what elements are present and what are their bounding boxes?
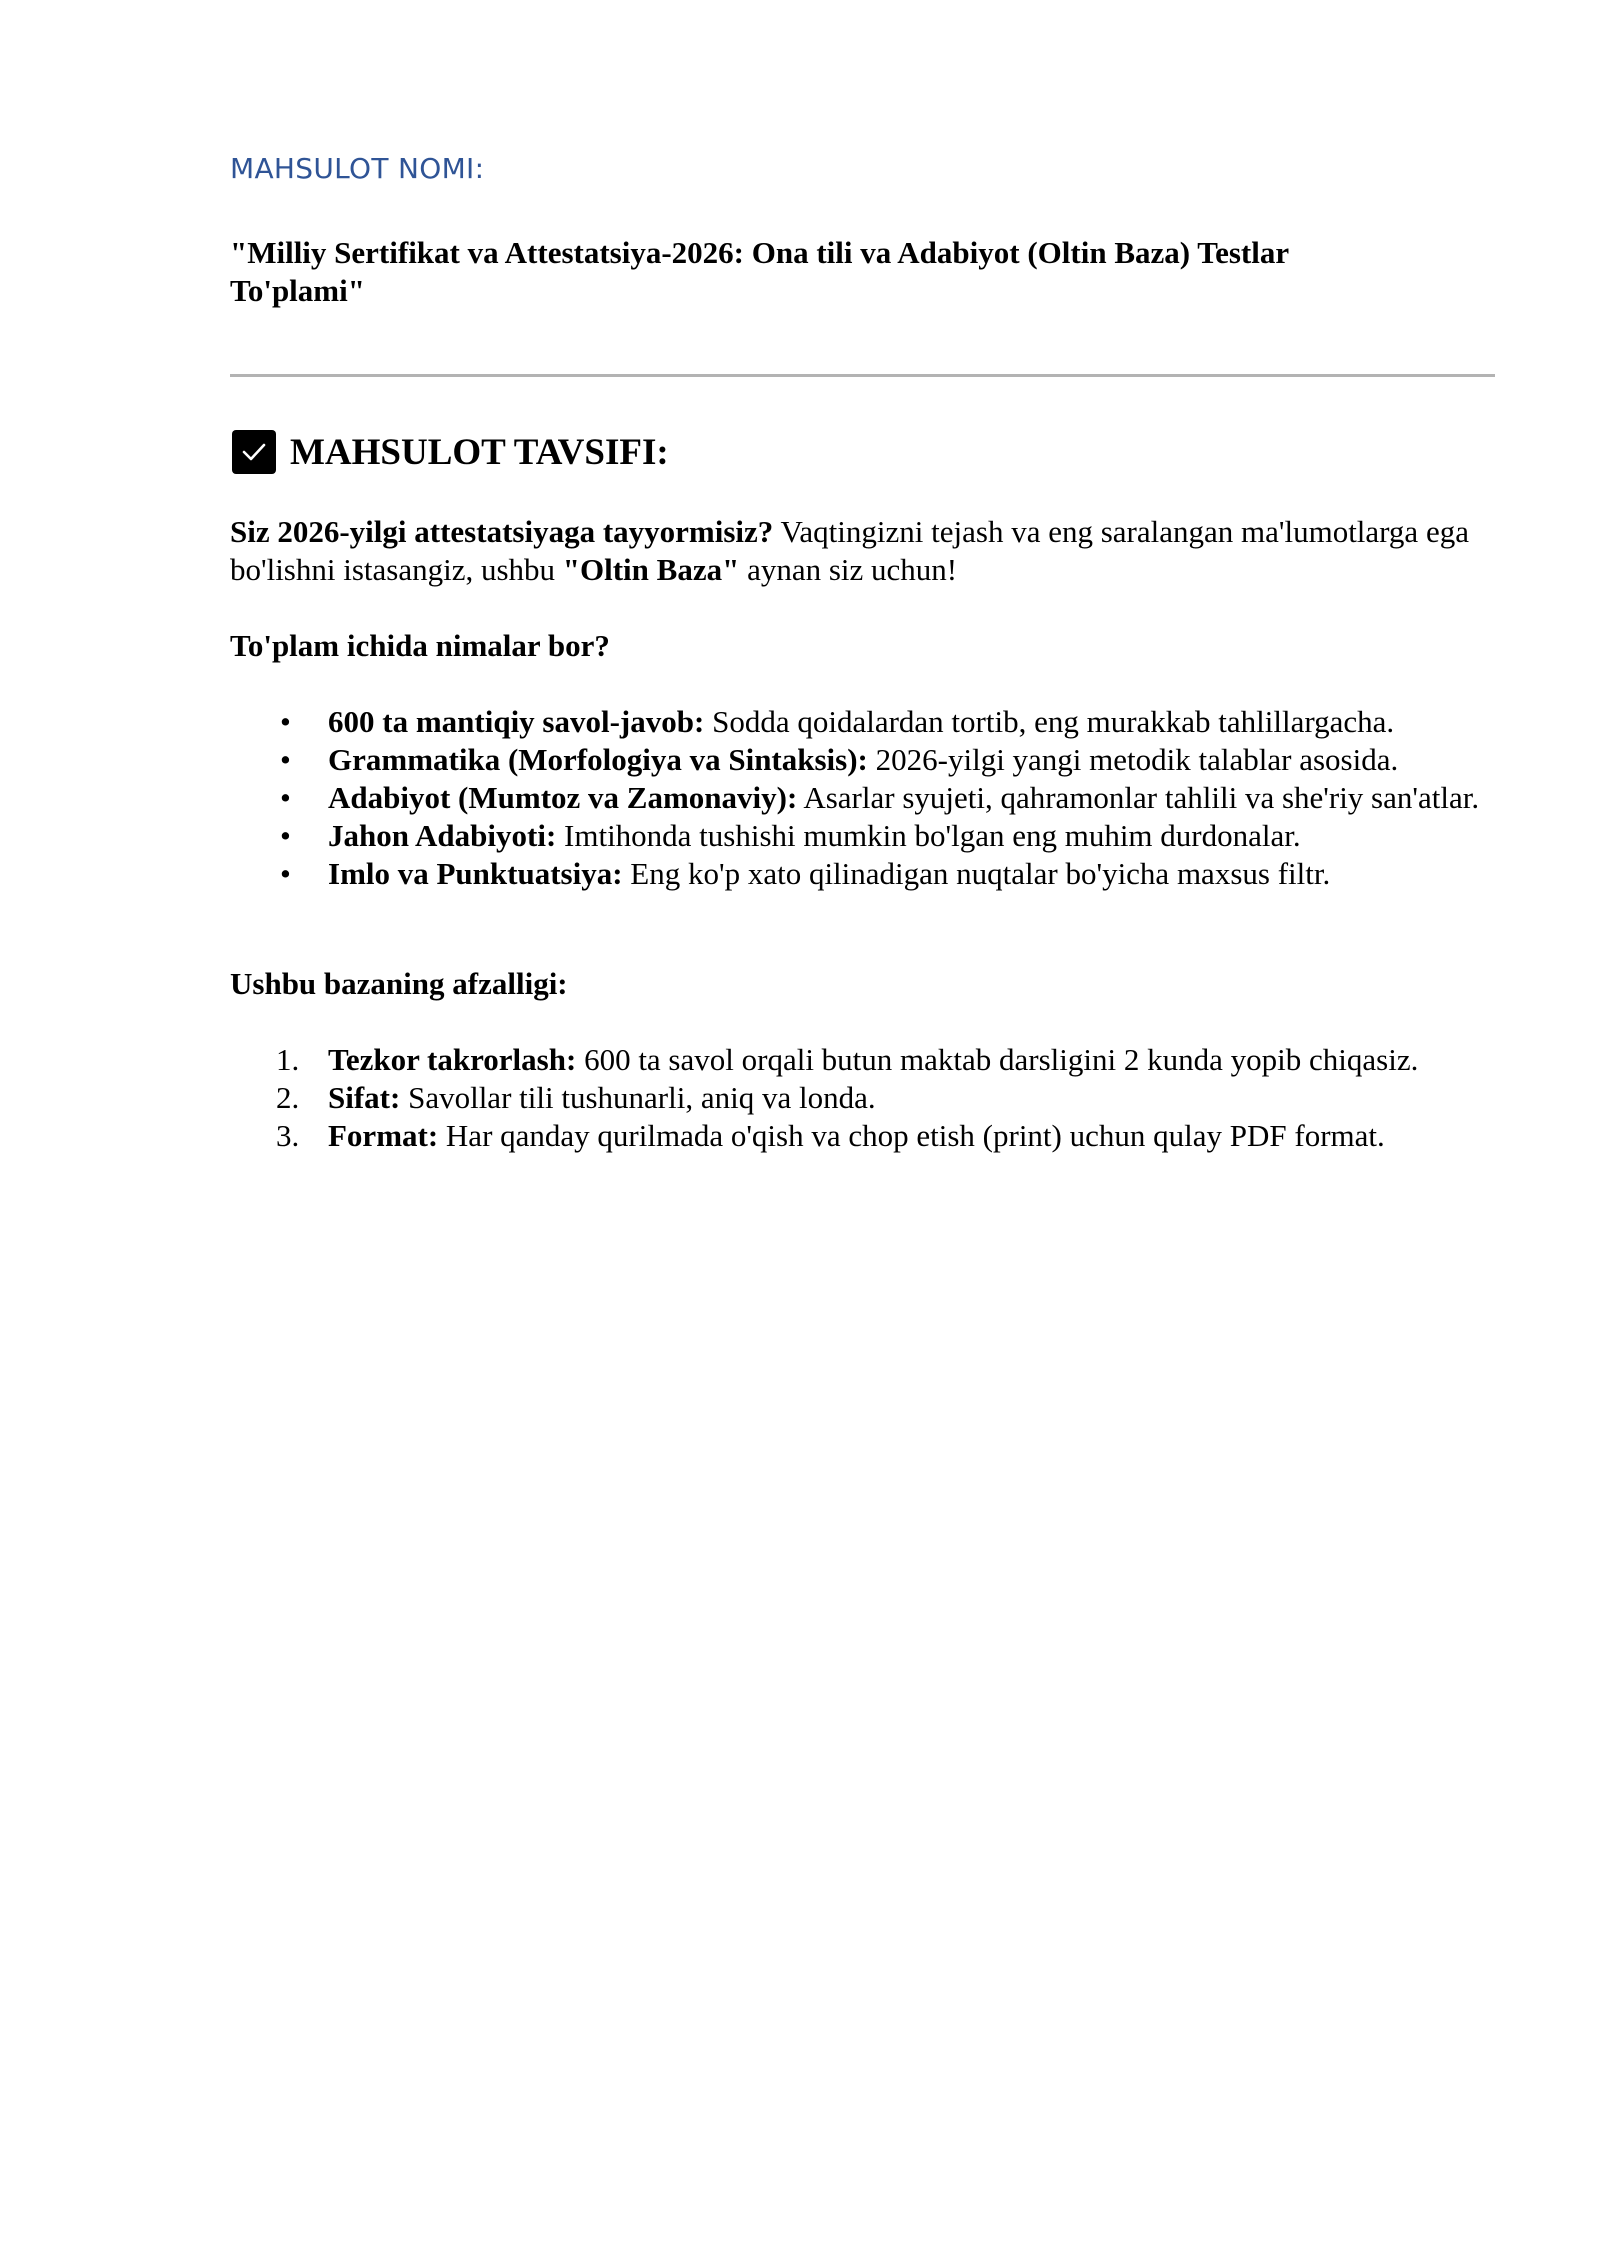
list-item-desc: Imtihonda tushishi mumkin bo'lgan eng muhim durdonalar.	[556, 818, 1301, 853]
check-box-icon	[232, 430, 276, 474]
list-item-term: Imlo va Punktuatsiya:	[328, 856, 623, 891]
list-item	[230, 855, 1495, 893]
list-item	[230, 817, 1495, 855]
list-item	[230, 1041, 1495, 1079]
number-marker: 3.	[276, 1118, 300, 1153]
list-item-desc: Eng ko'p xato qilinadigan nuqtalar bo'yicha maxsus filtr.	[622, 856, 1331, 891]
intro-question: Siz 2026-yilgi attestatsiyaga tayyormisiz?	[230, 514, 774, 549]
list-item-desc: 2026-yilgi yangi metodik talablar asosida.	[867, 742, 1399, 777]
bullet-marker: •	[280, 818, 291, 853]
list-item-term: Adabiyot (Mumtoz va Zamonaviy):	[328, 780, 798, 815]
list-item	[230, 741, 1495, 779]
bullet-marker: •	[280, 856, 291, 891]
advantages-heading: Ushbu bazaning afzalligi:	[230, 966, 568, 1001]
number-marker: 1.	[276, 1042, 300, 1077]
list-item-desc: 600 ta savol orqali butun maktab darsligini 2 kunda yopib chiqasiz.	[576, 1042, 1419, 1077]
intro-text-after: aynan siz uchun!	[739, 552, 958, 587]
list-item-term: 600 ta mantiqiy savol-javob:	[328, 704, 705, 739]
list-item-desc: Har qanday qurilmada o'qish va chop etish (print) uchun qulay PDF format.	[438, 1118, 1385, 1153]
description-heading-text: MAHSULOT TAVSIFI:	[290, 431, 669, 473]
list-item	[230, 779, 1495, 817]
contents-list	[230, 703, 1495, 893]
list-item-term: Format:	[328, 1118, 439, 1153]
list-item	[230, 1079, 1495, 1117]
list-item-term: Grammatika (Morfologiya va Sintaksis):	[328, 742, 868, 777]
list-item-term: Sifat:	[328, 1080, 401, 1115]
product-name-label: MAHSULOT NOMI:	[230, 152, 485, 185]
advantages-list	[230, 1041, 1495, 1155]
intro-highlight: "Oltin Baza"	[562, 552, 740, 587]
bullet-marker: •	[280, 704, 291, 739]
list-item-desc: Asarlar syujeti, qahramonlar tahlili va she'riy san'atlar.	[797, 780, 1480, 815]
list-item-desc: Sodda qoidalardan tortib, eng murakkab tahlillargacha.	[704, 704, 1395, 739]
list-item-desc: Savollar tili tushunarli, aniq va londa.	[400, 1080, 876, 1115]
contents-heading: To'plam ichida nimalar bor?	[230, 628, 610, 663]
number-marker: 2.	[276, 1080, 300, 1115]
description-heading	[232, 430, 669, 474]
horizontal-divider	[230, 374, 1495, 377]
list-item	[230, 703, 1495, 741]
intro-text-before: Vaqtingizni tejash va eng saralangan ma'lumotlarga ega bo'lishni istasangiz, ushbu	[230, 514, 1469, 587]
product-title: "Milliy Sertifikat va Attestatsiya-2026: Ona tili va Adabiyot (Oltin Baza) Testlar To'plami"	[230, 235, 1289, 308]
intro-paragraph	[230, 513, 1495, 589]
bullet-marker: •	[280, 780, 291, 815]
list-item-term: Jahon Adabiyoti:	[328, 818, 557, 853]
list-item-term: Tezkor takrorlash:	[328, 1042, 577, 1077]
bullet-marker: •	[280, 742, 291, 777]
list-item	[230, 1117, 1495, 1155]
